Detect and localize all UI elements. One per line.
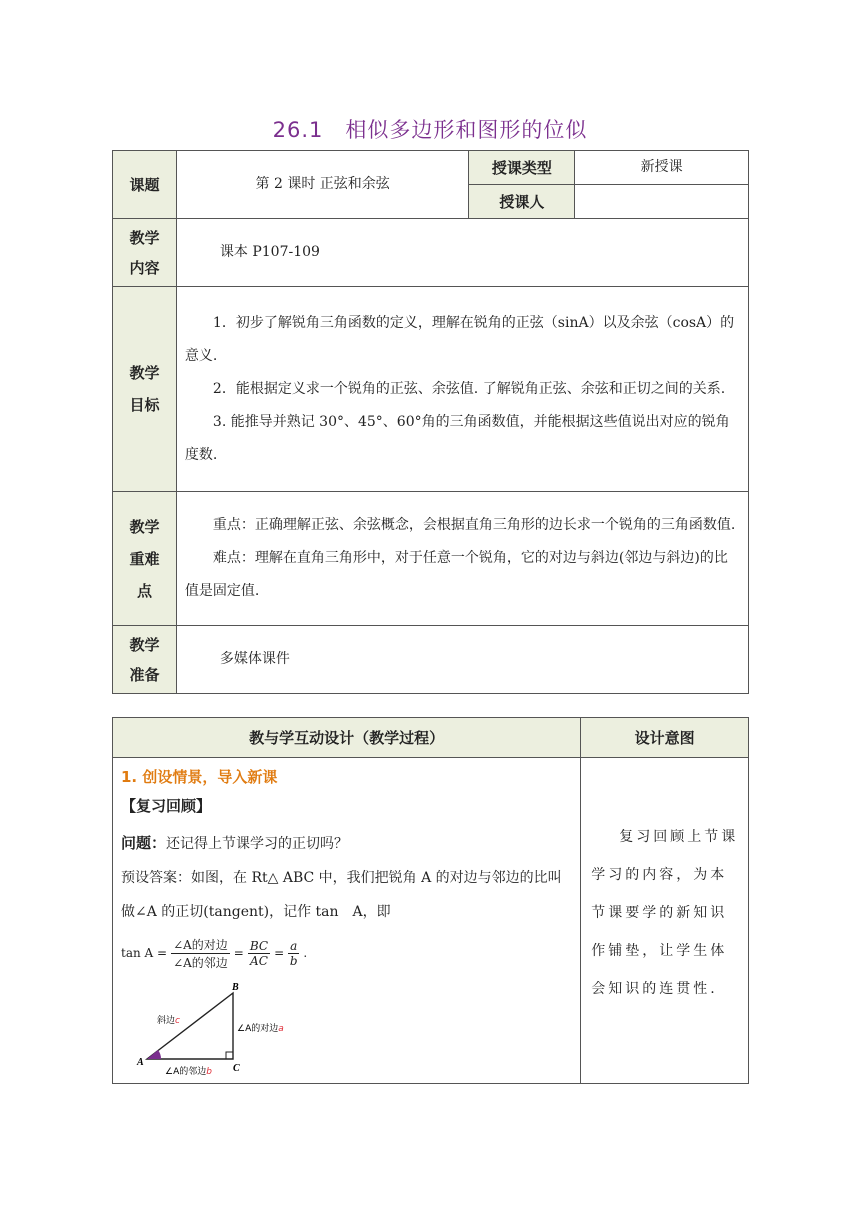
answer-text: 预设答案：如图，在 Rt△ ABC 中，我们把锐角 A 的对边与邻边的比叫做∠A 的正切(tangent)，记作 tan A，即 bbox=[121, 870, 562, 920]
opposite-label: ∠A的对边a bbox=[237, 1024, 284, 1034]
vertex-c: C bbox=[233, 1063, 240, 1074]
vertex-a: A bbox=[137, 1057, 144, 1068]
question-label: 问题： bbox=[121, 834, 167, 852]
topic-label: 课题 bbox=[113, 151, 177, 219]
fraction-letters-num: a bbox=[290, 938, 298, 953]
fraction-sides bbox=[248, 939, 270, 968]
teacher-label: 授课人 bbox=[469, 185, 575, 219]
goal-item: 3. 能推导并熟记 30°、45°、60°角的三角函数值，并能根据这些值说出对应的锐角度数. bbox=[184, 413, 730, 463]
process-header: 教与学互动设计（教学过程） bbox=[113, 718, 581, 758]
goals-label-line2: 目标 bbox=[129, 396, 160, 414]
prep-value: 多媒体课件 bbox=[176, 626, 748, 694]
right-triangle-figure bbox=[127, 979, 317, 1079]
page-title: 26.1 相似多边形和图形的位似 bbox=[272, 118, 588, 142]
tangent-formula bbox=[121, 933, 572, 973]
right-angle-marker bbox=[226, 1052, 233, 1059]
section-title: 1. 创设情景，导入新课 bbox=[121, 768, 278, 786]
key-points-list bbox=[176, 492, 748, 626]
key-label-line2: 重难 bbox=[129, 549, 160, 568]
formula-end: . bbox=[303, 946, 308, 960]
teaching-process-table bbox=[112, 717, 749, 1084]
content-value: 课本 P107-109 bbox=[176, 219, 748, 287]
process-cell bbox=[113, 758, 581, 1084]
key-label-line1: 教学 bbox=[129, 517, 160, 536]
fraction-sides-num: BC bbox=[249, 938, 269, 953]
adjacent-label: ∠A的邻边b bbox=[165, 1067, 212, 1077]
vertex-b: B bbox=[232, 982, 239, 993]
formula-lhs: tan A = bbox=[121, 946, 168, 960]
prep-label-line2: 准备 bbox=[129, 665, 160, 684]
intent-header: 设计意图 bbox=[581, 718, 749, 758]
formula-eq1: = bbox=[233, 946, 244, 960]
fraction-letters bbox=[288, 939, 299, 968]
review-title: 【复习回顾】 bbox=[121, 797, 212, 815]
prep-label-line1: 教学 bbox=[129, 635, 160, 654]
key-label-line3: 点 bbox=[136, 581, 152, 600]
goals-label-line1: 教学 bbox=[129, 364, 160, 382]
fraction-sides-den: AC bbox=[250, 953, 268, 968]
formula-eq2: = bbox=[274, 946, 285, 960]
hypotenuse-label: 斜边c bbox=[157, 1016, 180, 1026]
prep-label bbox=[113, 626, 177, 694]
fraction-words-num: ∠A的对边 bbox=[173, 937, 228, 952]
type-value: 新授课 bbox=[575, 151, 749, 185]
fraction-letters-den: b bbox=[289, 953, 298, 968]
teacher-value bbox=[575, 185, 749, 219]
intent-cell bbox=[581, 758, 749, 1084]
lesson-info-table bbox=[112, 150, 749, 694]
key-point-item: 难点：理解在直角三角形中，对于任意一个锐角，它的对边与斜边(邻边与斜边)的比值是固定值. bbox=[184, 550, 728, 599]
goal-item: 2．能根据定义求一个锐角的正弦、余弦值. 了解锐角正弦、余弦和正切之间的关系. bbox=[212, 380, 726, 397]
angle-a-marker bbox=[147, 1050, 161, 1059]
question-line bbox=[121, 826, 572, 861]
content-label-line1: 教学 bbox=[129, 228, 160, 247]
goals-label bbox=[113, 287, 177, 492]
topic-value: 第 2 课时 正弦和余弦 bbox=[176, 151, 469, 219]
type-label: 授课类型 bbox=[469, 151, 575, 185]
key-point-item: 重点：正确理解正弦、余弦概念，会根据直角三角形的边长求一个锐角的三角函数值. bbox=[212, 517, 736, 533]
question-text: 还记得上节课学习的正切吗？ bbox=[166, 836, 349, 852]
intent-text: 复习回顾上节课学习的内容，为本节课要学的新知识作铺垫，让学生体会知识的连贯性. bbox=[591, 829, 739, 997]
triangle-shape bbox=[147, 993, 233, 1059]
content-label bbox=[113, 219, 177, 287]
goal-item: 1．初步了解锐角三角函数的定义，理解在锐角的正弦（sinA）以及余弦（cosA）的意义. bbox=[184, 314, 735, 364]
key-points-label bbox=[113, 492, 177, 626]
content-label-line2: 内容 bbox=[129, 258, 160, 277]
fraction-words-den: ∠A的邻边 bbox=[173, 955, 228, 970]
fraction-words bbox=[171, 936, 230, 971]
goals-list bbox=[176, 287, 748, 492]
